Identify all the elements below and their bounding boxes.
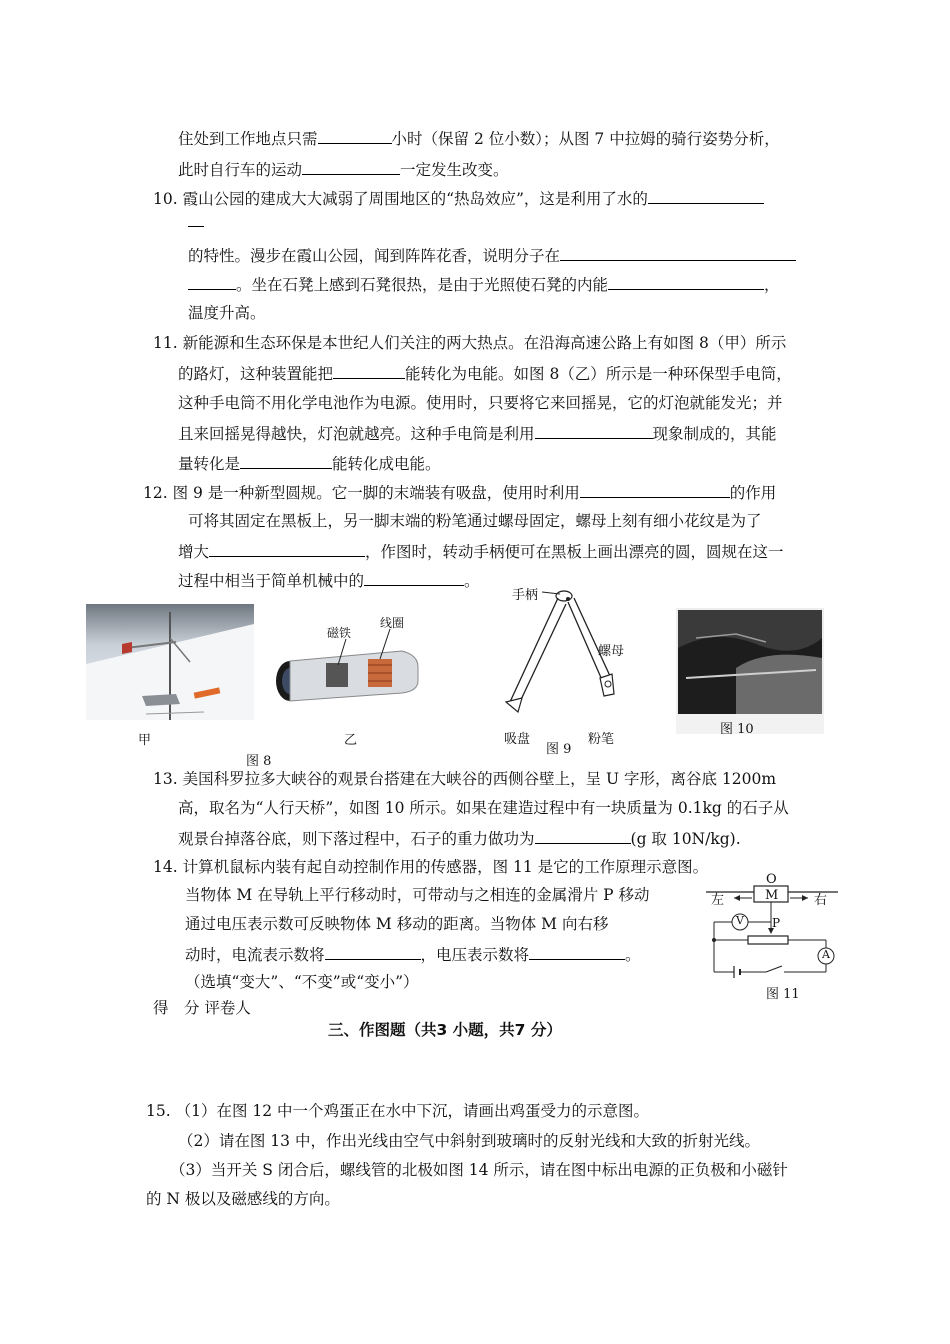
q11-line3: 这种手电筒不用化学电池作为电源。使用时，只要将它来回摇晃，它的灯泡就能发光；并 [178, 394, 783, 412]
q10-line4: 温度升高。 [188, 304, 266, 322]
q10-line3 [188, 273, 780, 296]
answer-blank[interactable] [318, 127, 392, 144]
text: 观景台掉落谷底，则下落过程中，石子的重力做功为 [178, 830, 535, 848]
answer-blank[interactable] [648, 187, 764, 204]
handle-label: 手柄 [512, 588, 539, 603]
q11-line2 [178, 362, 792, 385]
text: ，作图时，转动手柄便可在黑板上画出漂亮的圆，圆规在这一 [365, 543, 784, 561]
magnet-label: 磁铁 [327, 626, 352, 640]
q14-line5: （选填“变大”、“不变”或“变小”） [185, 973, 419, 991]
fig11-label-left: 左 [711, 893, 725, 908]
fig11-caption: 图 11 [766, 987, 800, 1002]
answer-blank[interactable] [240, 452, 332, 469]
q13-line1: 13. 美国科罗拉多大峡谷的观景台搭建在大峡谷的西侧谷壁上，呈 U 字形，离谷底 1200m [153, 770, 777, 788]
nut-label: 螺母 [598, 644, 625, 659]
text: 的路灯，这种装置能把 [178, 365, 334, 383]
text: 动时，电流表示数将 [185, 946, 325, 964]
text: 。 [625, 946, 641, 964]
text: 现象制成的，其能 [652, 425, 777, 443]
fig10-canyon-photo [676, 608, 824, 734]
text: 过程中相当于简单机械中的 [178, 572, 365, 590]
answer-blank[interactable] [535, 827, 631, 844]
coil-label: 线圈 [380, 616, 405, 630]
answer-blank[interactable] [209, 540, 365, 557]
ammeter-label: A [822, 948, 830, 961]
answer-blank[interactable] [333, 362, 405, 379]
q14-line4 [185, 943, 641, 966]
q11-line4 [178, 422, 777, 445]
fig9-caption: 图 9 [546, 742, 572, 757]
q14-line3: 通过电压表示数可反映物体 M 移动的距离。当物体 M 向右移 [185, 915, 609, 933]
answer-blank[interactable] [529, 943, 625, 960]
q15-line4: 的 N 极以及磁感线的方向。 [146, 1190, 340, 1208]
text: 的特性。漫步在霞山公园，闻到阵阵花香，说明分子在 [188, 247, 561, 265]
q12-line2: 可将其固定在黑板上，另一脚末端的粉笔通过螺母固定，螺母上刻有细小花纹是为了 [188, 512, 762, 530]
q15-line1: 15. （1）在图 12 中一个鸡蛋正在水中下沉，请画出鸡蛋受力的示意图。 [146, 1102, 650, 1120]
fig8-caption: 图 8 [246, 754, 272, 769]
text: 。坐在石凳上感到石凳很热，是由于光照使石凳的内能 [236, 276, 609, 294]
text: 一定发生改变。 [400, 161, 509, 179]
answer-blank[interactable] [608, 273, 764, 290]
text: 能转化为电能。如图 8（乙）所示是一种环保型手电筒， [405, 365, 792, 383]
text: 增大 [178, 543, 210, 561]
text: ，电压表示数将 [420, 946, 530, 964]
text: 量转化是 [178, 455, 241, 473]
fig8-yi-caption: 乙 [344, 733, 358, 748]
q13-line2: 高，取名为“人行天桥”，如图 10 所示。如果在建造过程中有一块质量为 0.1kg 的石子从 [178, 799, 789, 817]
text: 的作用 [729, 484, 777, 502]
answer-blank[interactable] [364, 569, 464, 586]
sucker-label: 吸盘 [504, 732, 531, 747]
answer-blank[interactable] [188, 273, 236, 290]
text: 住处到工作地点只需 [178, 130, 318, 148]
chalk-label: 粉笔 [588, 732, 615, 747]
answer-blank[interactable] [325, 943, 421, 960]
answer-blank[interactable] [535, 422, 653, 439]
q10-line1b [188, 210, 204, 233]
q11-line1: 11. 新能源和生态环保是本世纪人们关注的两大热点。在沿海高速公路上有如图 8（甲）所示 [153, 334, 787, 352]
q15-line2: （2）请在图 13 中，作出光线由空气中斜射到玻璃时的反射光线和大致的折射光线。 [178, 1132, 760, 1150]
answer-blank[interactable] [302, 158, 400, 175]
fig11-label-o: O [766, 872, 777, 887]
score-row: 得 分 评卷人 [153, 999, 251, 1017]
fig8-streetlight-photo [86, 604, 254, 720]
text: 。 [464, 572, 480, 590]
q9-line2 [178, 158, 509, 181]
text: (g 取 10N/kg). [630, 830, 741, 848]
section-3-title: 三、作图题（共3 小题，共7 分） [328, 1021, 562, 1039]
q10-line2 [188, 244, 796, 267]
q13-line3 [178, 827, 741, 850]
text: 能转化成电能。 [332, 455, 441, 473]
text: ， [764, 276, 780, 294]
q10-line1 [153, 187, 764, 210]
q12-line3 [178, 540, 784, 563]
fig11-label-p: P [772, 916, 781, 930]
fig11-label-right: 右 [814, 893, 828, 908]
q9-line1 [178, 127, 780, 150]
q12-line1 [143, 481, 776, 504]
text: 此时自行车的运动 [178, 161, 303, 179]
fig8-flashlight-image [272, 615, 432, 715]
q12-line4 [178, 569, 480, 592]
text: 10. 霞山公园的建成大大减弱了周围地区的“热岛效应”，这是利用了水的 [153, 190, 648, 208]
q15-line3: （3）当开关 S 闭合后，螺线管的北极如图 14 所示，请在图中标出电源的正负极和小磁针 [170, 1161, 788, 1179]
answer-blank[interactable] [188, 210, 204, 227]
text: 12. 图 9 是一种新型圆规。它一脚的末端装有吸盘，使用时利用 [143, 484, 580, 502]
fig11-label-m: M [765, 888, 779, 903]
fig8-jia-caption: 甲 [138, 733, 152, 748]
fig10-caption: 图 10 [720, 722, 754, 737]
q14-line2: 当物体 M 在导轨上平行移动时，可带动与之相连的金属滑片 P 移动 [185, 886, 650, 904]
q14-line1: 14. 计算机鼠标内装有起自动控制作用的传感器，图 11 是它的工作原理示意图。 [153, 858, 709, 876]
q11-line5 [178, 452, 441, 475]
text: 且来回摇晃得越快，灯泡就越亮。这种手电筒是利用 [178, 425, 535, 443]
voltmeter-label: V [736, 914, 744, 927]
text: 小时（保留 2 位小数）；从图 7 中拉姆的骑行姿势分析， [391, 130, 780, 148]
answer-blank[interactable] [560, 244, 796, 261]
answer-blank[interactable] [580, 481, 730, 498]
